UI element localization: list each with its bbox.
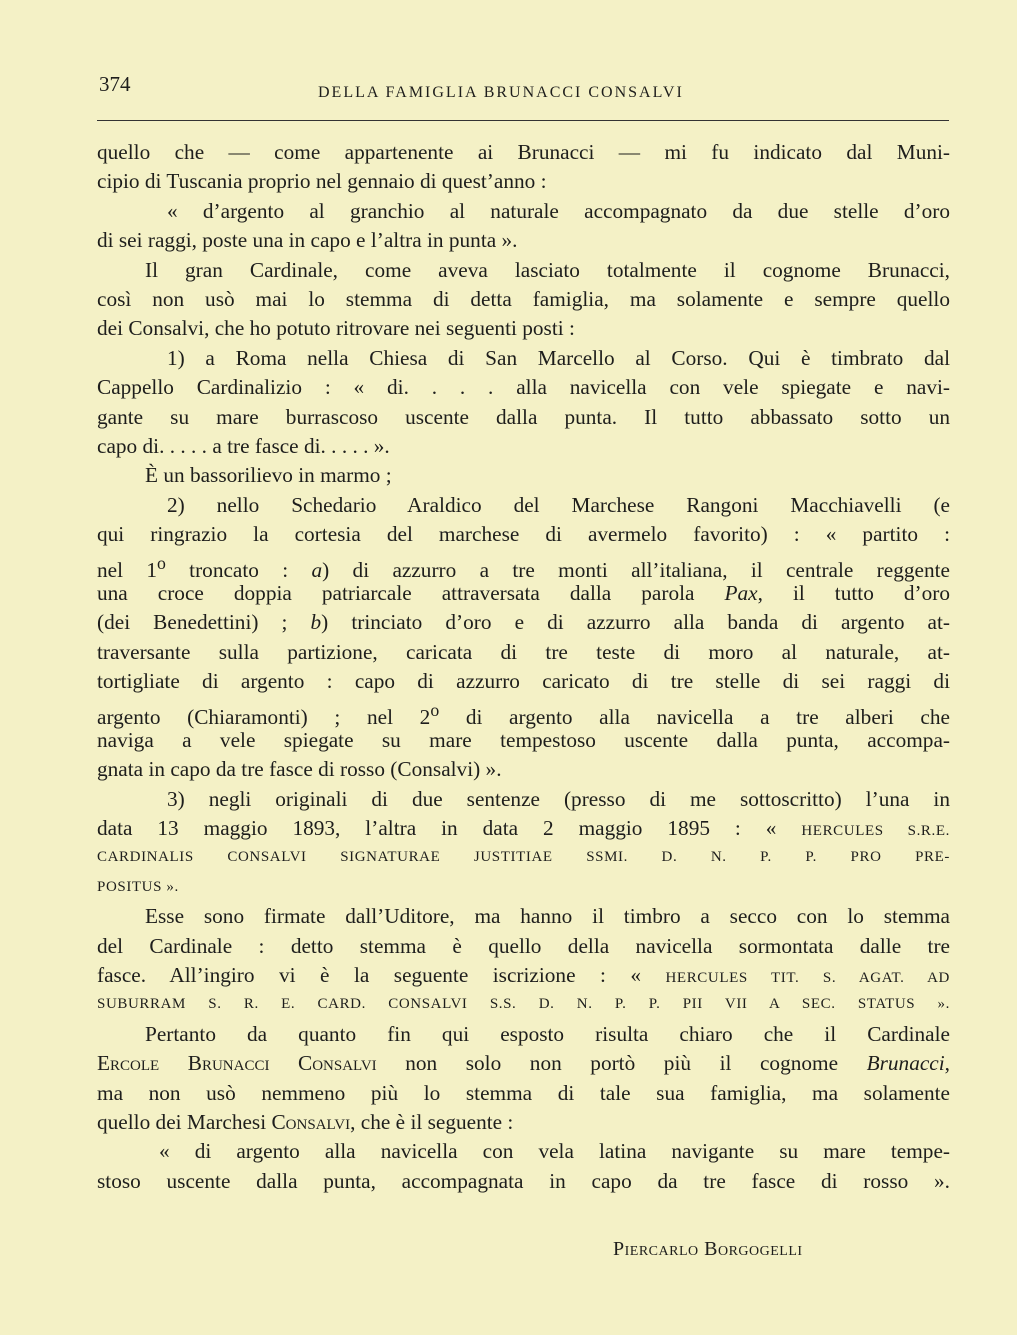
text-line: così non usò mai lo stemma di detta famiglia, ma solamente e sempre quello <box>97 286 950 311</box>
text-line: qui ringrazio la cortesia del marchese di avermelo favorito) : « partito : <box>97 522 950 547</box>
page-number: 374 <box>99 72 131 96</box>
text-line: gante su mare burrascoso uscente dalla punta. Il tutto abbassato sotto un <box>97 404 950 429</box>
text-line: « di argento alla navicella con vela latina navigante su mare tempe- <box>159 1139 950 1164</box>
text-line: capo di. . . . . a tre fasce di. . . . . ». <box>97 433 390 458</box>
text-line: CARDINALIS CONSALVI SIGNATURAE JUSTITIAE SSMI. D. N. P. P. PRO PRE- <box>97 849 950 866</box>
text-line: Cappello Cardinalizio : « di. . . . alla navicella con vele spiegate e navi- <box>97 375 950 400</box>
text-run: quello dei Marchesi <box>97 1109 272 1134</box>
text-run: data 13 maggio 1893, l’altra in data 2 maggio 1895 : « <box>97 815 802 840</box>
text-run: , che è il seguente : <box>350 1109 514 1134</box>
text-line: tortigliate di argento : capo di azzurro caricato di tre stelle di sei raggi di <box>97 669 950 694</box>
running-title: DELLA FAMIGLIA BRUNACCI CONSALVI <box>318 84 684 101</box>
text-line <box>97 579 950 608</box>
text-line: di sei raggi, poste una in capo e l’altra in punta ». <box>97 228 518 253</box>
small-caps-text: HERCULES S.R.E. <box>801 822 951 839</box>
text-line: ma non usò nemmeno più lo stemma di tale sua famiglia, ma solamente <box>97 1080 950 1105</box>
text-line <box>97 1108 950 1137</box>
text-run: di argento alla navicella a tre alberi che <box>439 705 950 730</box>
text-line: Il gran Cardinale, come aveva lasciato totalmente il cognome Brunacci, <box>145 257 950 282</box>
text-line <box>97 814 950 843</box>
text-run: fasce. All’ingiro vi è la seguente iscrizione : « <box>97 962 666 987</box>
text-line: Esse sono firmate dall’Uditore, ma hanno il timbro a secco con lo stemma <box>145 904 950 929</box>
superscript: o <box>430 700 440 721</box>
text-line <box>97 961 950 990</box>
text-run: ) di azzurro a tre monti all’italiana, il centrale reggente <box>322 558 950 583</box>
text-run: non solo non portò più il cognome <box>376 1051 867 1076</box>
text-line: gnata in capo da tre fasce di rosso (Consalvi) ». <box>97 757 502 782</box>
text-run: , il tutto d’oro <box>757 580 950 605</box>
text-line: dei Consalvi, che ho potuto ritrovare nei seguenti posti : <box>97 316 575 341</box>
text-line: Pertanto da quanto fin qui esposto risulta chiaro che il Cardinale <box>145 1021 950 1046</box>
text-line: È un bassorilievo in marmo ; <box>145 463 392 488</box>
text-line <box>97 696 950 730</box>
text-run: troncato : <box>165 558 312 583</box>
text-line: cipio di Tuscania proprio nel gennaio di quest’anno : <box>97 169 547 194</box>
text-run: , <box>944 1051 950 1076</box>
small-caps-name: Ercole Brunacci Consalvi <box>97 1051 377 1076</box>
text-line: 1) a Roma nella Chiesa di San Marcello al Corso. Qui è timbrato dal <box>167 345 950 370</box>
text-run: (dei Benedettini) ; <box>97 610 311 635</box>
text-line: 3) negli originali di due sentenze (presso di me sottoscritto) l’una in <box>167 786 950 811</box>
small-caps-text: HERCULES TIT. S. AGAT. AD <box>665 969 950 986</box>
text-line: traversante sulla partizione, caricata di tre teste di moro al naturale, at- <box>97 639 950 664</box>
text-line: SUBURRAM S. R. E. CARD. CONSALVI S.S. D. N. P. P. PII VII A SEC. STATUS ». <box>97 996 950 1013</box>
text-line: stoso uscente dalla punta, accompagnata in capo da tre fasce di rosso ». <box>97 1168 950 1193</box>
text-line: del Cardinale : detto stemma è quello della navicella sormontata dalle tre <box>97 933 950 958</box>
text-line: naviga a vele spiegate su mare tempestoso uscente dalla punta, accompa- <box>97 727 950 752</box>
small-caps-name: Consalvi <box>271 1109 351 1134</box>
italic-text: a <box>311 558 323 583</box>
body-text <box>97 138 950 1196</box>
text-run: una croce doppia patriarcale attraversata dalla parola <box>97 580 725 605</box>
author-signature: Piercarlo Borgogelli <box>613 1238 803 1260</box>
text-line <box>97 549 950 583</box>
text-run: argento (Chiaramonti) ; nel 2 <box>97 705 431 730</box>
text-line: 2) nello Schedario Araldico del Marchese Rangoni Macchiavelli (e <box>167 492 950 517</box>
superscript: o <box>156 553 166 574</box>
text-run: ) trinciato d’oro e di azzurro alla banda di argento at- <box>321 610 950 635</box>
italic-text: Pax <box>724 580 758 605</box>
text-line: POSITUS ». <box>97 878 179 895</box>
text-line <box>97 608 950 637</box>
italic-text: Brunacci <box>866 1051 945 1076</box>
text-line: « d’argento al granchio al naturale accompagnato da due stelle d’oro <box>167 198 950 223</box>
text-run: nel 1 <box>97 558 157 583</box>
italic-text: b <box>310 610 322 635</box>
text-line <box>97 1049 950 1078</box>
text-line: quello che — come appartenente ai Brunacci — mi fu indicato dal Muni- <box>97 140 950 164</box>
header-rule <box>97 120 949 121</box>
